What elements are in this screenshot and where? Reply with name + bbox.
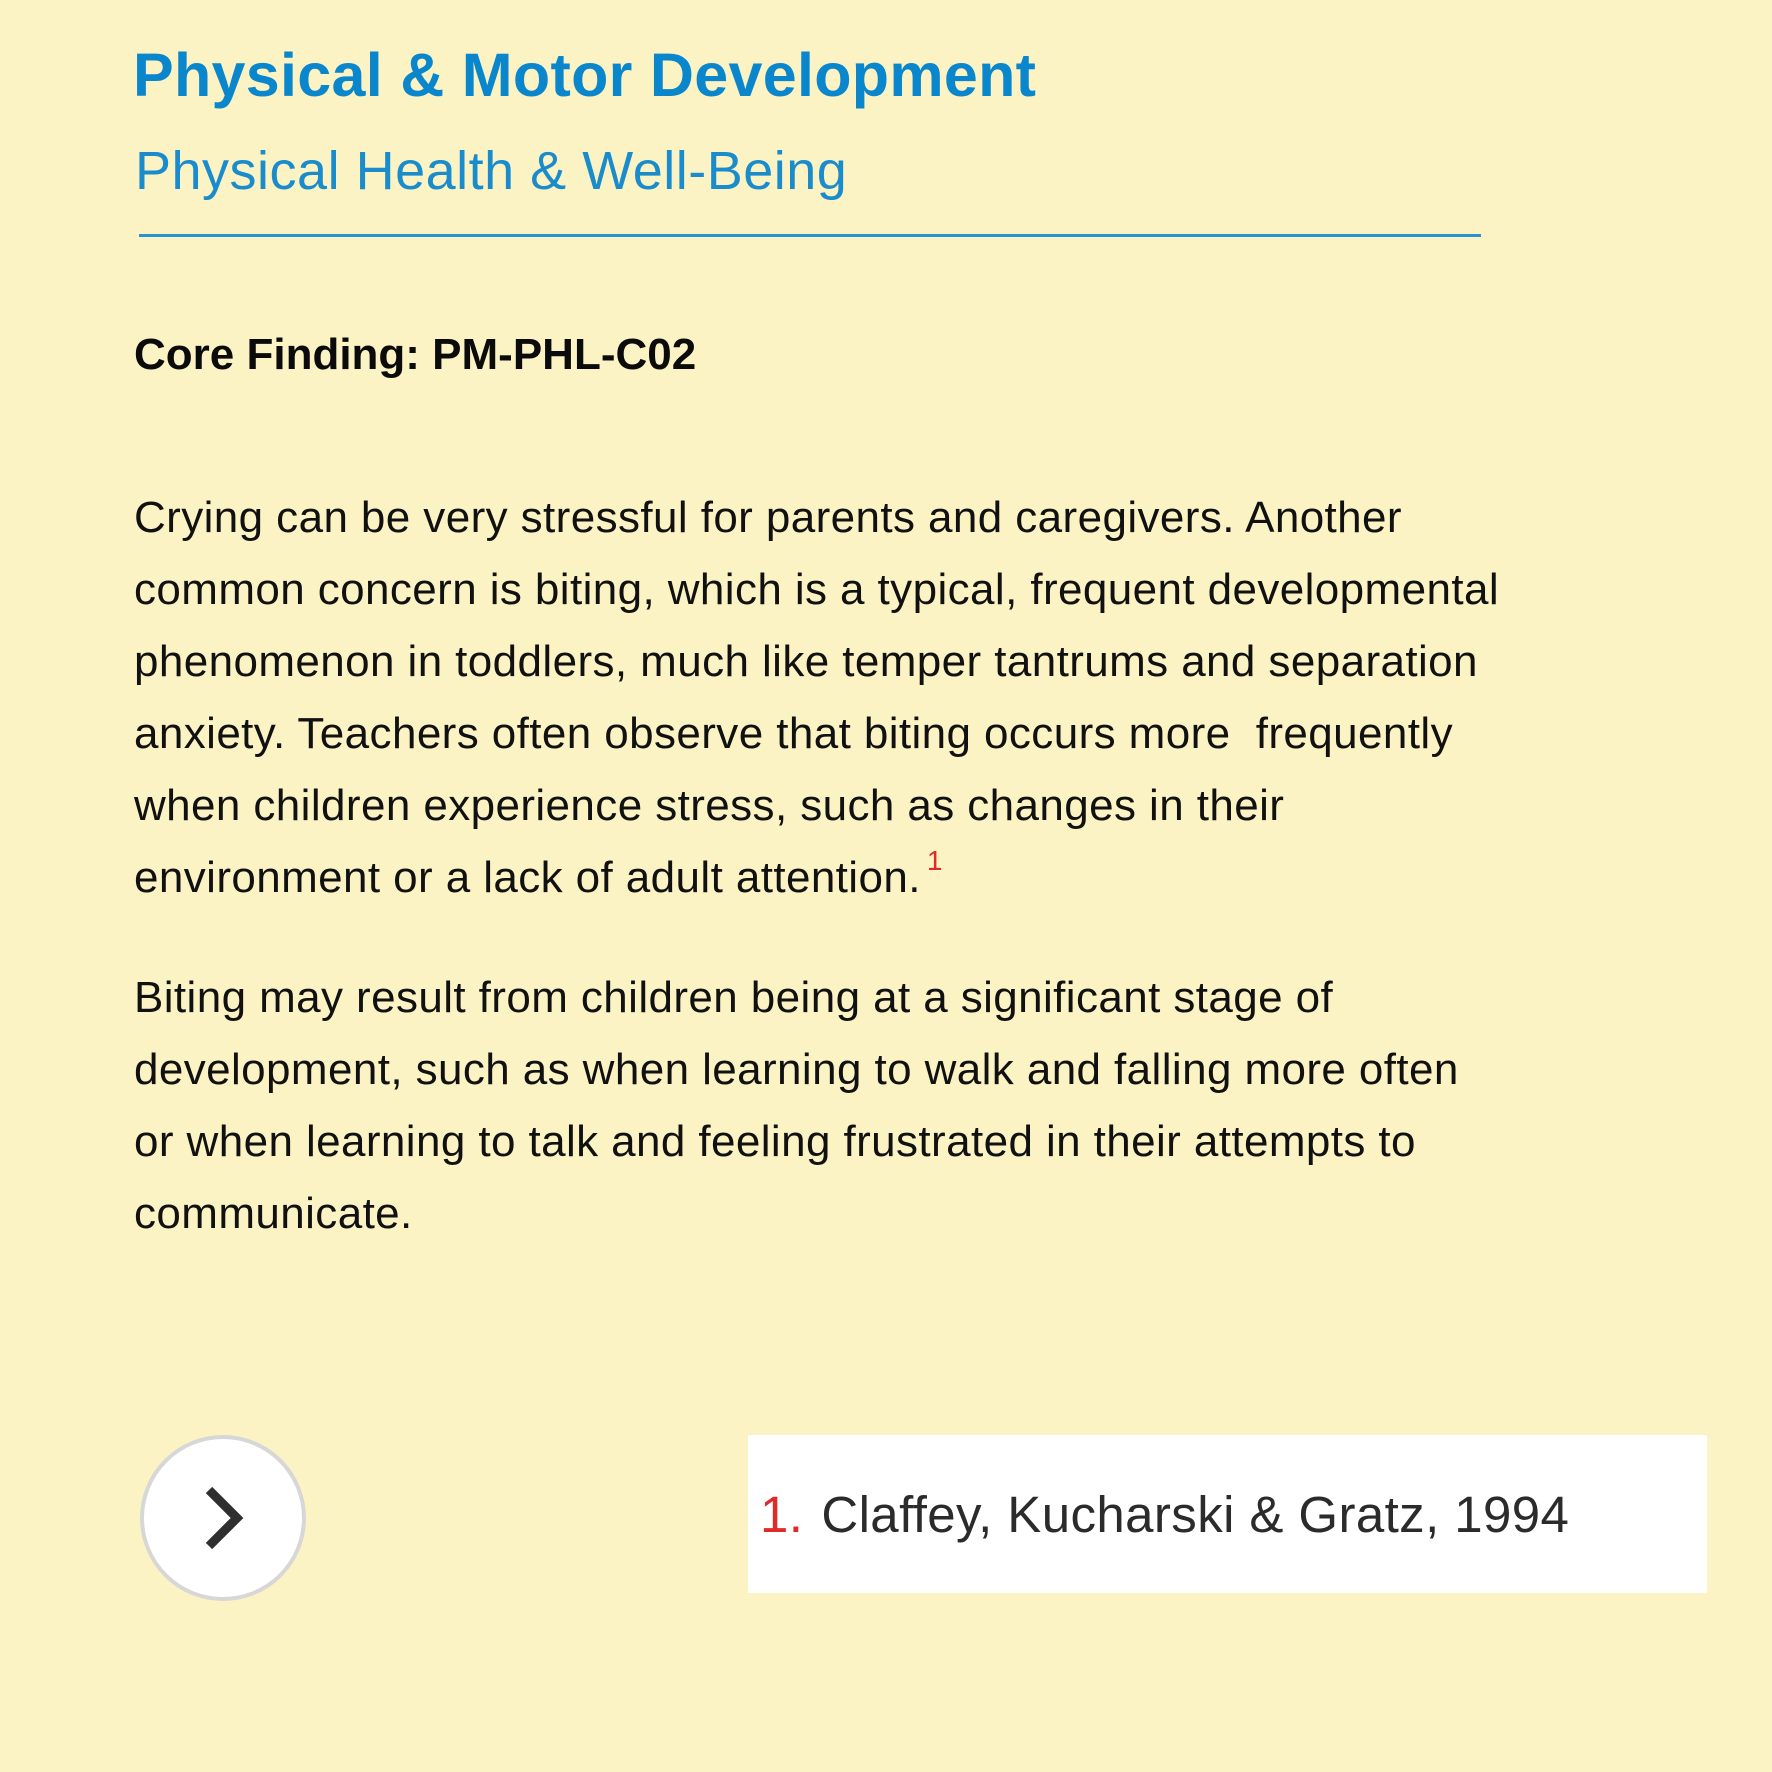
page-subtitle: Physical Health & Well-Being [135, 141, 848, 201]
paragraph-line: common concern is biting, which is a typical, frequent developmental [134, 565, 1499, 614]
reference-box [748, 1435, 1707, 1593]
paragraph-line: phenomenon in toddlers, much like temper tantrums and separation [134, 637, 1478, 686]
body-paragraph-2 [134, 962, 1764, 1250]
paragraph-line: or when learning to talk and feeling frustrated in their attempts to [134, 1117, 1416, 1166]
body-paragraph-1 [134, 482, 1764, 914]
paragraph-line-text: environment or a lack of adult attention. [134, 853, 921, 902]
paragraph-line: communicate. [134, 1189, 413, 1238]
paragraph-line: Crying can be very stressful for parents and caregivers. Another [134, 493, 1402, 542]
paragraph-line: development, such as when learning to walk and falling more often [134, 1045, 1459, 1094]
reference-number: 1. [760, 1485, 804, 1543]
paragraph-line: Biting may result from children being at a significant stage of [134, 973, 1334, 1022]
header-divider [139, 234, 1481, 237]
paragraph-line-last [134, 842, 1764, 914]
page-title: Physical & Motor Development [133, 41, 1037, 109]
paragraph-line: when children experience stress, such as changes in their [134, 781, 1285, 830]
paragraph-line: anxiety. Teachers often observe that biting occurs more frequently [134, 709, 1453, 758]
citation-marker[interactable]: 1 [926, 845, 943, 876]
chevron-right-icon [193, 1482, 253, 1554]
next-button[interactable] [140, 1435, 306, 1601]
core-finding-heading: Core Finding: PM-PHL-C02 [134, 330, 697, 379]
reference-text: Claffey, Kucharski & Gratz, 1994 [821, 1485, 1570, 1543]
